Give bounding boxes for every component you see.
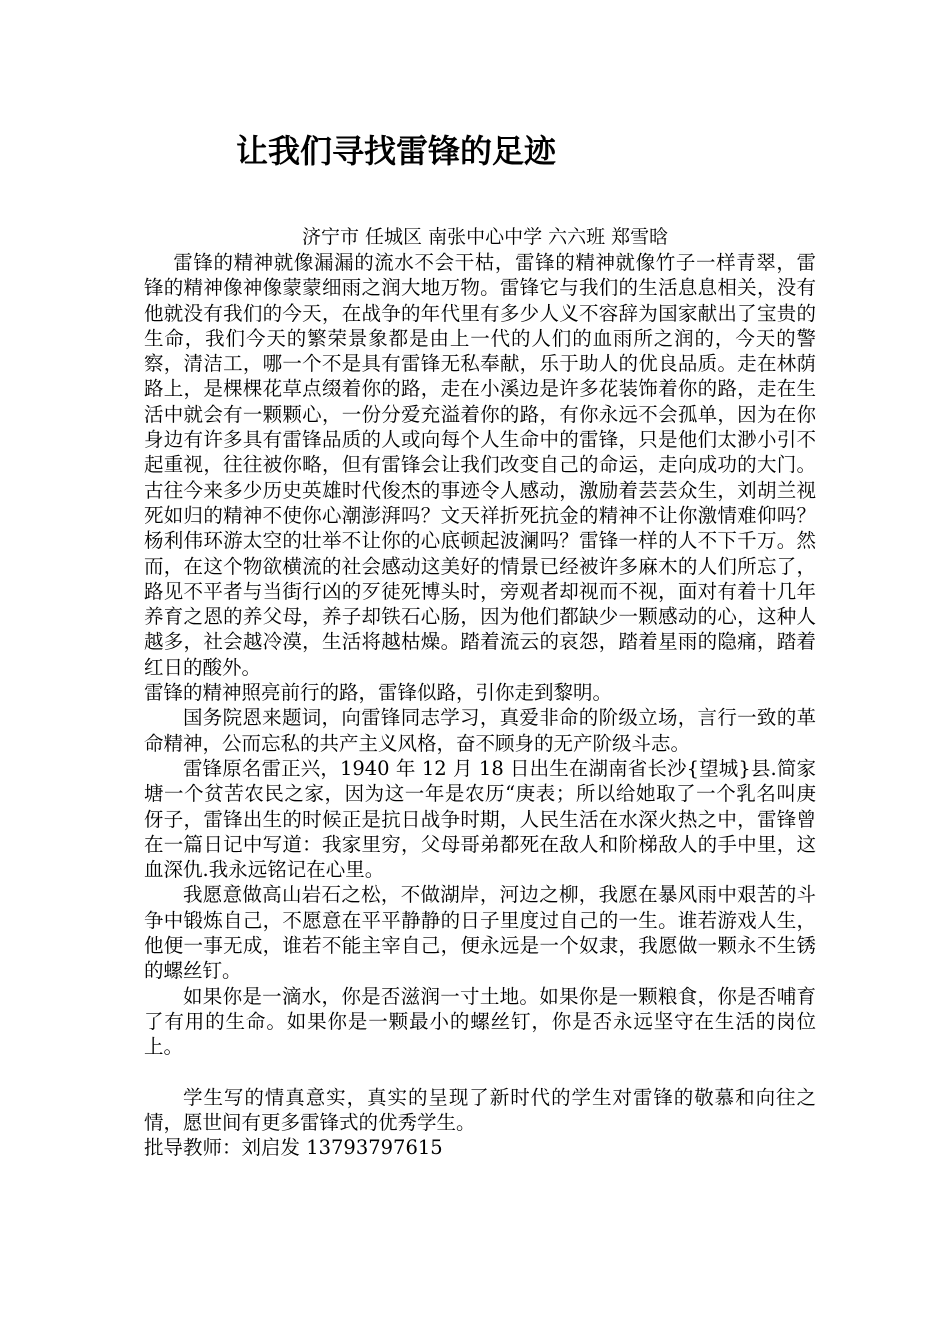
paragraph-3: 国务院恩来题词，向雷锋同志学习，真爱非命的阶级立场，言行一致的革命精神，公而忘私的共产主义风格，奋不顾身的无产阶级斗志。 bbox=[144, 706, 816, 755]
teacher-signature: 批导教师：刘启发 13793797615 bbox=[144, 1136, 443, 1160]
document-title: 让我们寻找雷锋的足迹 bbox=[236, 132, 557, 170]
document-body bbox=[144, 250, 816, 1160]
author-line: 济宁市 任城区 南张中心中学 六六班 郑雪晗 bbox=[302, 226, 669, 248]
paragraph-6: 如果你是一滴水，你是否滋润一寸土地。如果你是一颗粮食，你是否哺育了有用的生命。如果你是一颗最小的螺丝钉，你是否永远坚守在生活的岗位上。 bbox=[144, 984, 816, 1059]
paragraph-5: 我愿意做高山岩石之松，不做湖岸，河边之柳，我愿在暴风雨中艰苦的斗争中锻炼自己，不愿意在平平静静的日子里度过自己的一生。谁若游戏人生，他便一事无成，谁若不能主宰自己，便永远是一个奴隶，我愿做一颗永不生锈的螺丝钉。 bbox=[144, 883, 816, 983]
teacher-comment: 学生写的情真意实，真实的呈现了新时代的学生对雷锋的敬慕和向往之情，愿世间有更多雷锋式的优秀学生。 bbox=[144, 1085, 816, 1134]
paragraph-2: 雷锋的精神照亮前行的路，雷锋似路，引你走到黎明。 bbox=[144, 681, 613, 705]
paragraph-4: 雷锋原名雷正兴，1940 年 12 月 18 日出生在湖南省长沙{望城}县.简家塘一个贫苦农民之家，因为这一年是农历“庚表；所以给她取了一个乳名叫庚伢子，雷锋出生的时候正是抗日战争时期，人民生活在水深火热之中，雷锋曾在一篇日记中写道：我家里穷，父母哥弟都死在敌人和阶梯敌人的手中里，这血深仇.我永远铭记在心里。 bbox=[144, 756, 816, 882]
paragraph-1: 雷锋的精神就像漏漏的流水不会干枯，雷锋的精神就像竹子一样青翠，雷锋的精神像神像蒙蒙细雨之润大地万物。雷锋它与我们的生活息息相关，没有他就没有我们的今天，在战争的年代里有多少人义不容辞为国家献出了宝贵的生命，我们今天的繁荣景象都是由上一代的人们的血雨所之润的，今天的警察，清洁工，哪一个不是具有雷锋无私奉献，乐于助人的优良品质。走在林荫路上，是棵棵花草点缀着你的路，走在小溪边是许多花装饰着你的路，走在生活中就会有一颗颗心，一份分爱充溢着你的路，有你永远不会孤单，因为在你身边有许多具有雷锋品质的人或向每个人生命中的雷锋，只是他们太渺小引不起重视，往往被你略，但有雷锋会让我们改变自己的命运，走向成功的大门。古往今来多少历史英雄时代俊杰的事迹令人感动，激励着芸芸众生，刘胡兰视死如归的精神不使你心潮澎湃吗？文天祥折死抗金的精神不让你激情难仰吗？杨利伟环游太空的壮举不让你的心底顿起波澜吗？雷锋一样的人不下千万。然而，在这个物欲横流的社会感动这美好的情景已经被许多麻木的人们所忘了，路见不平者与当街行凶的歹徒死博头时，旁观者却视而不视，面对有着十几年养育之恩的养父母，养子却铁石心肠，因为他们都缺少一颗感动的心，这种人越多，社会越冷漠，生活将越枯燥。踏着流云的哀怨，踏着星雨的隐痛，踏着红日的酸外。 bbox=[144, 251, 816, 679]
